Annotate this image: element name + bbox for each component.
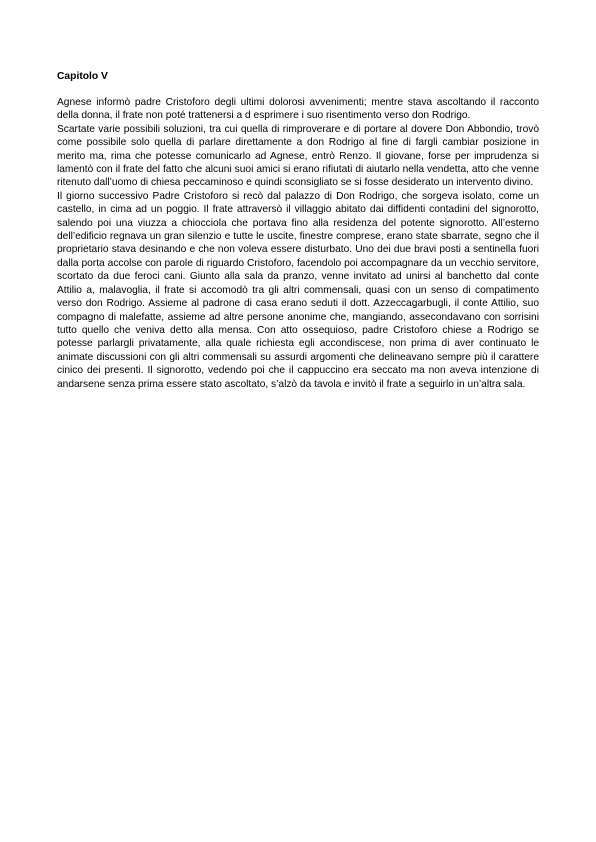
chapter-title: Capitolo V <box>57 71 108 82</box>
paragraph-1: Agnese informò padre Cristoforo degli ultimi dolorosi avvenimenti; mentre stava ascoltando il racconto della donna, il frate non poté trattenersi a d esprimere i suo risentimento verso don Rodrigo. <box>57 97 539 122</box>
document-page <box>57 70 539 391</box>
paragraph-3: Il giorno successivo Padre Cristoforo si recò dal palazzo di Don Rodrigo, che sorgeva isolato, come un castello, in cima ad un poggio. Il frate attraversò il villaggio abitato dai diffidenti contadini del signorotto, salendo poi una viuzza a chiocciola che portava fino alla residenza del potente signorotto. All’esterno dell’edificio regnava un gran silenzio e tutte le uscite, finestre comprese, erano state sbarrate, segno che il proprietario stava desinando e che non voleva essere disturbato. Uno dei due bravi posti a sentinella fuori dalla porta accolse con parole di riguardo Cristoforo, facendolo poi accompagnare da un vecchio servitore, scortato da due feroci cani. Giunto alla sala da pranzo, venne invitato ad unirsi al banchetto dal conte Attilio a, malavoglia, il frate si accomodò tra gli altri commensali, quasi con un senso di compatimento verso don Rodrigo. Assieme al padrone di casa erano seduti il dott. Azzeccagarbugli, il conte Attilio, suo compagno di malefatte, assieme ad altre persone anonime che, mangiando, assecondavano con sorrisini tutto quello che veniva detto alla mensa. Con atto ossequioso, padre Cristoforo chiese a Rodrigo se potesse parlargli privatamente, alla quale richiesta egli accondiscese, non prima di aver continuato le animate discussioni con gli altri commensali su assurdi argomenti che delineavano sempre più il carattere cinico dei presenti. Il signorotto, vedendo poi che il cappuccino era seccato ma non aveva intenzione di andarsene senza prima essere stato ascoltato, s’alzò da tavola e invitò il frate a seguirlo in un’altra sala. <box>57 190 539 390</box>
paragraph-2: Scartate varie possibili soluzioni, tra cui quella di rimproverare e di portare al dovere Don Abbondio, trovò come possibile solo quella di parlare direttamente a don Rodrigo al fine di fargli cambiar posizione in merito ma, rima che potesse comunicarlo ad Agnese, entrò Renzo. Il giovane, forse per imprudenza si lamentò con il frate del fatto che alcuni suoi amici si erano rifiutati di aiutarlo nella vendetta, atto che venne ritenuto dall’uomo di chiesa peccaminoso e quindi sconsigliato se si fosse desiderato un intervento divino. <box>57 123 539 189</box>
